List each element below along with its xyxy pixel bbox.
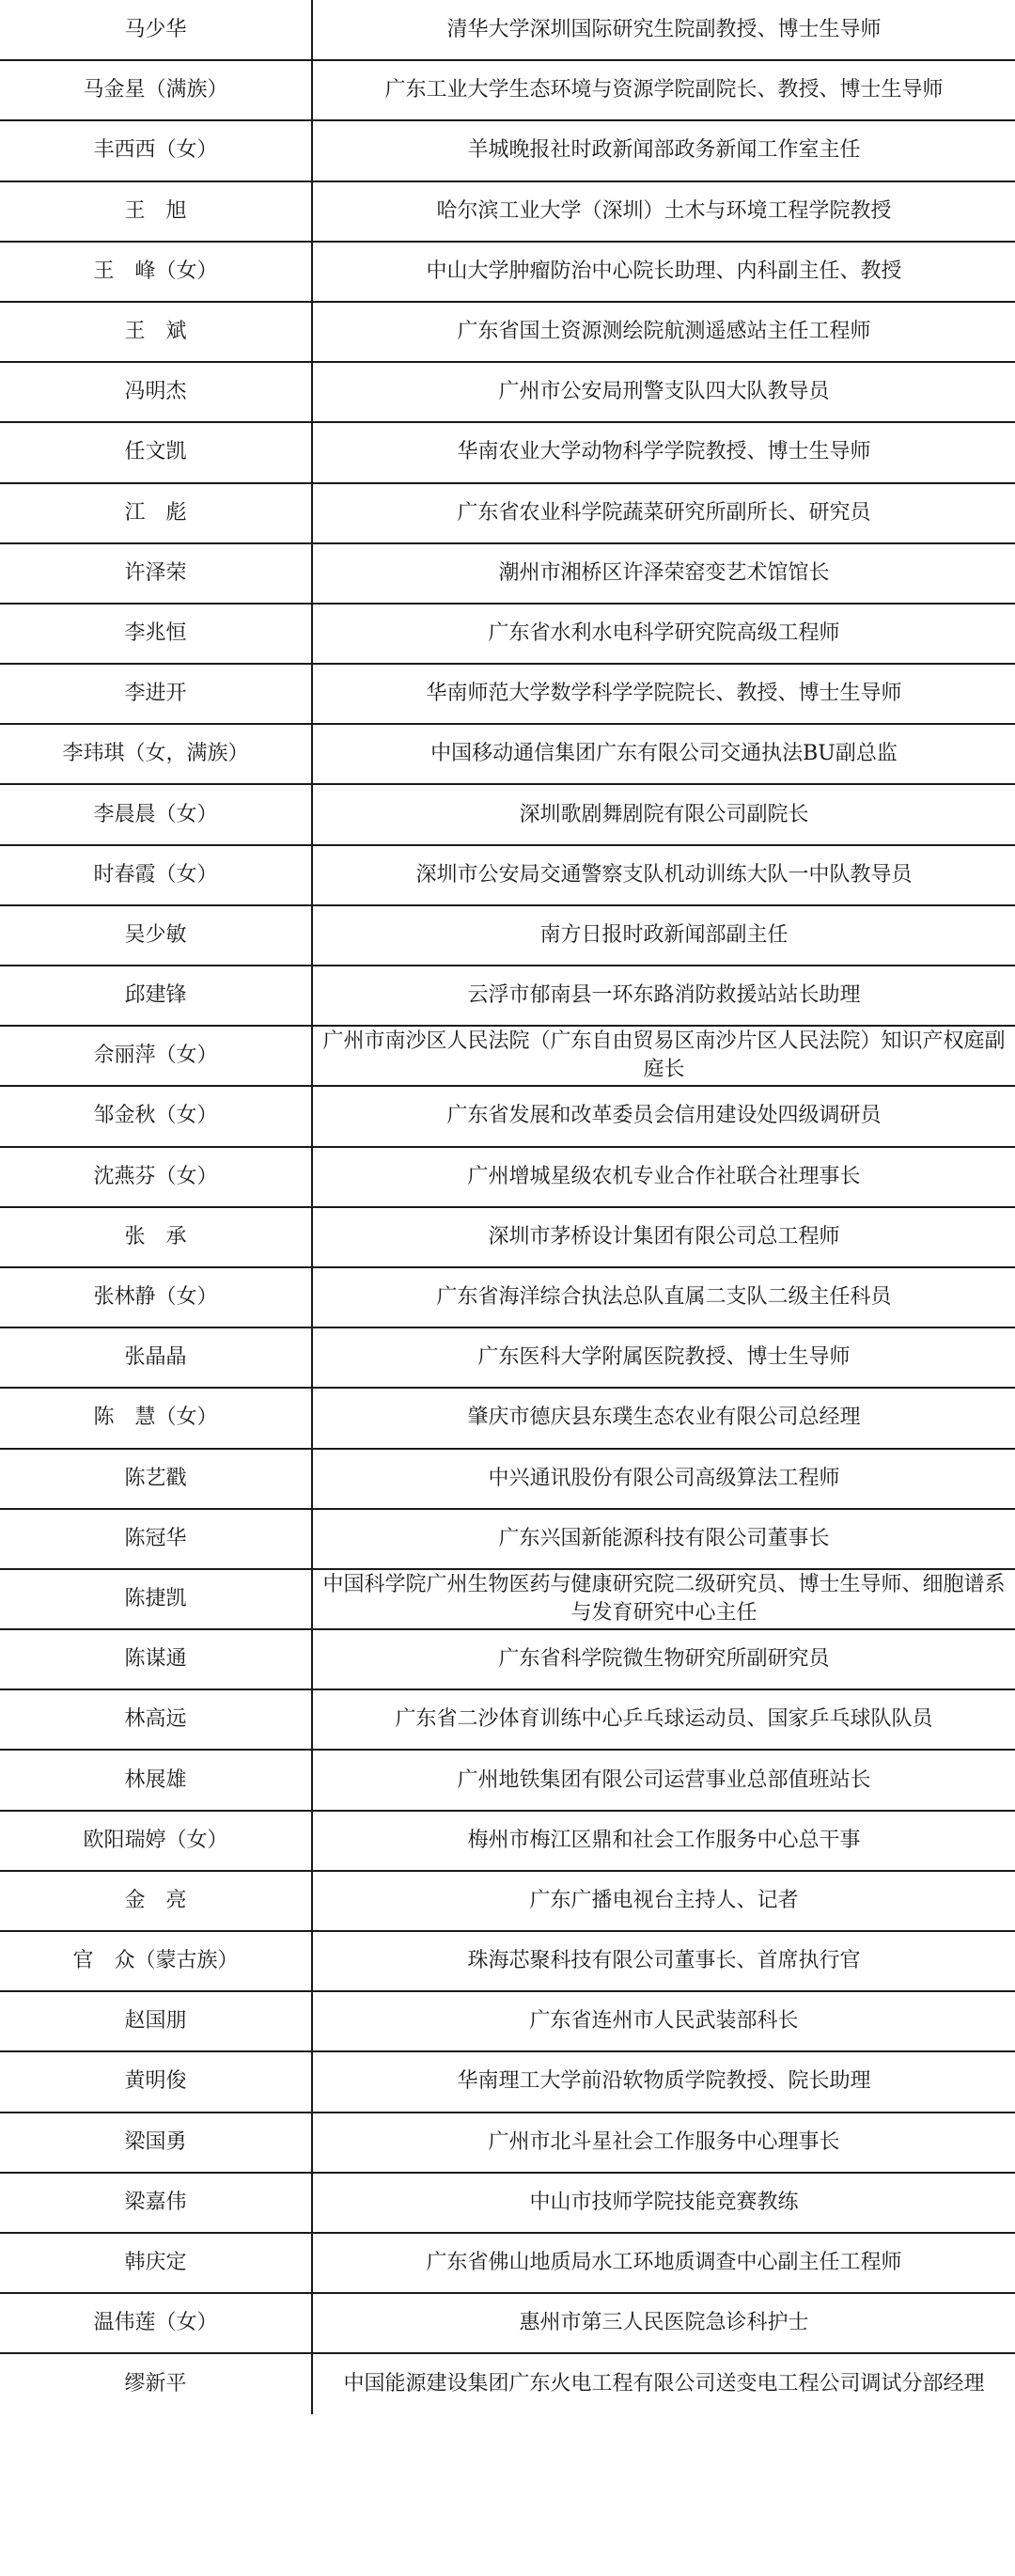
member-position-cell: 广东广播电视台主持人、记者 bbox=[312, 1871, 1015, 1931]
member-name-cell: 陈冠华 bbox=[0, 1509, 312, 1569]
member-name-cell: 黄明俊 bbox=[0, 2051, 312, 2112]
member-name-cell: 韩庆定 bbox=[0, 2233, 312, 2293]
member-name-cell: 王 斌 bbox=[0, 302, 312, 362]
member-position-cell: 广东省佛山地质局水工环地质调查中心副主任工程师 bbox=[312, 2233, 1015, 2293]
member-name-cell: 李兆恒 bbox=[0, 604, 312, 664]
table-row bbox=[0, 664, 1015, 724]
member-name-cell: 马金星（满族） bbox=[0, 60, 312, 120]
member-position-cell: 广东省农业科学院蔬菜研究所副所长、研究员 bbox=[312, 483, 1015, 543]
table-row bbox=[0, 2113, 1015, 2173]
member-name-cell: 冯明杰 bbox=[0, 362, 312, 422]
member-position-cell: 华南师范大学数学科学学院院长、教授、博士生导师 bbox=[312, 664, 1015, 724]
member-name-cell: 王 峰（女） bbox=[0, 242, 312, 302]
member-name-cell: 林展雄 bbox=[0, 1750, 312, 1810]
member-position-cell: 广东省发展和改革委员会信用建设处四级调研员 bbox=[312, 1086, 1015, 1146]
member-position-cell: 广州市北斗星社会工作服务中心理事长 bbox=[312, 2113, 1015, 2173]
table-row bbox=[0, 1086, 1015, 1146]
member-position-cell: 广东省二沙体育训练中心乒乓球运动员、国家乒乓球队队员 bbox=[312, 1689, 1015, 1750]
table-row bbox=[0, 905, 1015, 966]
table-row bbox=[0, 1991, 1015, 2051]
table-row bbox=[0, 1569, 1015, 1629]
table-row bbox=[0, 60, 1015, 120]
table-row bbox=[0, 422, 1015, 482]
table-row bbox=[0, 2353, 1015, 2413]
table-row bbox=[0, 724, 1015, 784]
member-name-cell: 王 旭 bbox=[0, 181, 312, 242]
member-position-cell: 中山市技师学院技能竞赛教练 bbox=[312, 2173, 1015, 2233]
member-position-cell: 广东省海洋综合执法总队直属二支队二级主任科员 bbox=[312, 1267, 1015, 1327]
member-name-cell: 沈燕芬（女） bbox=[0, 1147, 312, 1207]
member-position-cell: 广州市南沙区人民法院（广东自由贸易区南沙片区人民法院）知识产权庭副庭长 bbox=[312, 1026, 1015, 1086]
table-row bbox=[0, 483, 1015, 543]
member-position-cell: 中国移动通信集团广东有限公司交通执法BU副总监 bbox=[312, 724, 1015, 784]
table-row bbox=[0, 181, 1015, 242]
member-name-cell: 马少华 bbox=[0, 0, 312, 60]
table-row bbox=[0, 2051, 1015, 2112]
member-position-cell: 南方日报时政新闻部副主任 bbox=[312, 905, 1015, 966]
member-position-cell: 广东省连州市人民武装部科长 bbox=[312, 1991, 1015, 2051]
table-row bbox=[0, 1267, 1015, 1327]
member-name-cell: 金 亮 bbox=[0, 1871, 312, 1931]
table-row bbox=[0, 1750, 1015, 1810]
member-name-cell: 陈 慧（女） bbox=[0, 1388, 312, 1448]
member-position-cell: 深圳市公安局交通警察支队机动训练大队一中队教导员 bbox=[312, 845, 1015, 905]
member-position-cell: 华南理工大学前沿软物质学院教授、院长助理 bbox=[312, 2051, 1015, 2112]
table-row bbox=[0, 302, 1015, 362]
member-name-cell: 邹金秋（女） bbox=[0, 1086, 312, 1146]
member-position-cell: 华南农业大学动物科学学院教授、博士生导师 bbox=[312, 422, 1015, 482]
table-row bbox=[0, 543, 1015, 604]
member-name-cell: 时春霞（女） bbox=[0, 845, 312, 905]
member-position-cell: 哈尔滨工业大学（深圳）土木与环境工程学院教授 bbox=[312, 181, 1015, 242]
member-name-cell: 张 承 bbox=[0, 1207, 312, 1267]
table-row bbox=[0, 2293, 1015, 2353]
member-position-cell: 潮州市湘桥区许泽荣窑变艺术馆馆长 bbox=[312, 543, 1015, 604]
table-row bbox=[0, 845, 1015, 905]
member-name-cell: 林高远 bbox=[0, 1689, 312, 1750]
member-position-cell: 广州地铁集团有限公司运营事业总部值班站长 bbox=[312, 1750, 1015, 1810]
member-name-cell: 陈捷凯 bbox=[0, 1569, 312, 1629]
table-row bbox=[0, 242, 1015, 302]
table-row bbox=[0, 2173, 1015, 2233]
member-name-cell: 缪新平 bbox=[0, 2353, 312, 2413]
member-position-cell: 广州市公安局刑警支队四大队教导员 bbox=[312, 362, 1015, 422]
member-name-cell: 张晶晶 bbox=[0, 1327, 312, 1388]
member-position-cell: 珠海芯聚科技有限公司董事长、首席执行官 bbox=[312, 1931, 1015, 1991]
member-name-cell: 欧阳瑞婷（女） bbox=[0, 1811, 312, 1871]
table-row bbox=[0, 1871, 1015, 1931]
member-name-cell: 许泽荣 bbox=[0, 543, 312, 604]
member-name-cell: 江 彪 bbox=[0, 483, 312, 543]
member-position-cell: 肇庆市德庆县东璞生态农业有限公司总经理 bbox=[312, 1388, 1015, 1448]
table-row bbox=[0, 1026, 1015, 1086]
table-row bbox=[0, 2233, 1015, 2293]
member-position-cell: 中国能源建设集团广东火电工程有限公司送变电工程公司调试分部经理 bbox=[312, 2353, 1015, 2413]
member-name-cell: 佘丽萍（女） bbox=[0, 1026, 312, 1086]
table-row bbox=[0, 1931, 1015, 1991]
member-position-cell: 广东医科大学附属医院教授、博士生导师 bbox=[312, 1327, 1015, 1388]
member-position-cell: 惠州市第三人民医院急诊科护士 bbox=[312, 2293, 1015, 2353]
member-name-cell: 陈谋通 bbox=[0, 1629, 312, 1689]
member-name-cell: 官 众（蒙古族） bbox=[0, 1931, 312, 1991]
member-name-cell: 李玮琪（女，满族） bbox=[0, 724, 312, 784]
member-position-cell: 羊城晚报社时政新闻部政务新闻工作室主任 bbox=[312, 120, 1015, 181]
table-row bbox=[0, 120, 1015, 181]
member-name-cell: 温伟莲（女） bbox=[0, 2293, 312, 2353]
member-position-cell: 广州增城星级农机专业合作社联合社理事长 bbox=[312, 1147, 1015, 1207]
table-row bbox=[0, 0, 1015, 60]
member-position-cell: 清华大学深圳国际研究生院副教授、博士生导师 bbox=[312, 0, 1015, 60]
table-row bbox=[0, 1147, 1015, 1207]
member-name-cell: 吴少敏 bbox=[0, 905, 312, 966]
table-row bbox=[0, 784, 1015, 844]
member-position-cell: 云浮市郁南县一环东路消防救援站站长助理 bbox=[312, 966, 1015, 1026]
member-name-cell: 丰西西（女） bbox=[0, 120, 312, 181]
table-row bbox=[0, 362, 1015, 422]
member-position-cell: 深圳市茅桥设计集团有限公司总工程师 bbox=[312, 1207, 1015, 1267]
member-name-cell: 李晨晨（女） bbox=[0, 784, 312, 844]
table-row bbox=[0, 1388, 1015, 1448]
member-name-cell: 梁国勇 bbox=[0, 2113, 312, 2173]
member-name-cell: 张林静（女） bbox=[0, 1267, 312, 1327]
table-row bbox=[0, 966, 1015, 1026]
table-row bbox=[0, 1689, 1015, 1750]
member-name-cell: 梁嘉伟 bbox=[0, 2173, 312, 2233]
member-position-cell: 梅州市梅江区鼎和社会工作服务中心总干事 bbox=[312, 1811, 1015, 1871]
member-name-cell: 赵国朋 bbox=[0, 1991, 312, 2051]
member-name-cell: 邱建锋 bbox=[0, 966, 312, 1026]
member-position-cell: 广东工业大学生态环境与资源学院副院长、教授、博士生导师 bbox=[312, 60, 1015, 120]
table-row bbox=[0, 1629, 1015, 1689]
table-row bbox=[0, 1449, 1015, 1509]
member-position-cell: 广东省国土资源测绘院航测遥感站主任工程师 bbox=[312, 302, 1015, 362]
member-position-cell: 中山大学肿瘤防治中心院长助理、内科副主任、教授 bbox=[312, 242, 1015, 302]
member-position-cell: 中国科学院广州生物医药与健康研究院二级研究员、博士生导师、细胞谱系与发育研究中心主任 bbox=[312, 1569, 1015, 1629]
table-row bbox=[0, 1207, 1015, 1267]
table-row bbox=[0, 1509, 1015, 1569]
member-name-cell: 任文凯 bbox=[0, 422, 312, 482]
member-name-cell: 陈艺戳 bbox=[0, 1449, 312, 1509]
member-name-cell: 李进开 bbox=[0, 664, 312, 724]
member-position-cell: 广东省水利水电科学研究院高级工程师 bbox=[312, 604, 1015, 664]
member-position-cell: 广东省科学院微生物研究所副研究员 bbox=[312, 1629, 1015, 1689]
table-row bbox=[0, 1327, 1015, 1388]
table-row bbox=[0, 1811, 1015, 1871]
member-position-cell: 深圳歌剧舞剧院有限公司副院长 bbox=[312, 784, 1015, 844]
member-position-cell: 广东兴国新能源科技有限公司董事长 bbox=[312, 1509, 1015, 1569]
table-row bbox=[0, 604, 1015, 664]
member-position-cell: 中兴通讯股份有限公司高级算法工程师 bbox=[312, 1449, 1015, 1509]
